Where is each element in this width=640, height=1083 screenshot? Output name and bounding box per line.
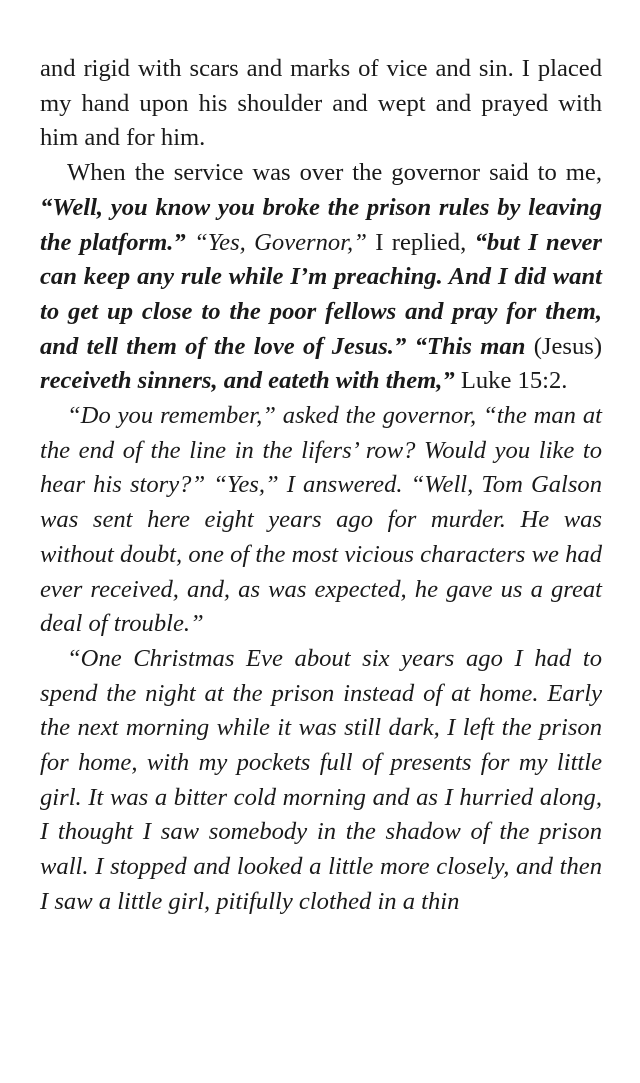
text-run: and rigid with scars and marks of vice and sin. I placed my hand upon his shoulder and wept and prayed with him and for him. xyxy=(40,55,602,152)
quote-run: “Do you remember,” asked the governor, “the man at the end of the line in the lifers’ row? Would you like to hear his story?” “Yes,” I answered. “Well, Tom Galson was sent here eight years ago for murder. He was without doubt, one of the most vicious characters we had ever received, and, as was expected, he gave us a great deal of trouble.” xyxy=(40,402,602,638)
paragraph-governor-rules xyxy=(40,156,602,399)
scripture-quote-run: “This man xyxy=(414,332,526,360)
text-run: I replied, xyxy=(366,228,475,256)
quote-run: “Well, you know you broke the prison rules by leaving the platform.” xyxy=(40,193,602,256)
text-run xyxy=(186,229,194,256)
text-run: (Jesus) xyxy=(525,332,603,360)
quote-run: “but I never can keep any rule while I’m preaching. And I did want to get up close to the poor fellows and pray for them, and tell them of the love of Jesus.” xyxy=(40,228,603,360)
book-page-body xyxy=(40,52,602,920)
paragraph-christmas-eve xyxy=(40,642,602,920)
quote-run: “One Christmas Eve about six years ago I had to spend the night at the prison instead of at home. Early the next morning while it was still dark, I left the prison for home, with my pockets full of presents for my little girl. It was a bitter cold morning and as I hurried along, I thought I saw somebody in the shadow of the prison wall. I stopped and looked a little more closely, and then I saw a little girl, pitifully clothed in a thin xyxy=(40,644,602,915)
paragraph-tom-galson xyxy=(40,399,602,642)
quote-run: “Yes, Governor,” xyxy=(194,228,367,256)
scripture-quote-run: receiveth sinners, and eateth with them,” xyxy=(40,367,455,395)
text-run: When the service was over the governor said to me, xyxy=(67,159,602,187)
paragraph-continuation xyxy=(40,52,602,156)
text-run xyxy=(406,333,414,360)
scripture-reference: Luke 15:2. xyxy=(454,367,568,395)
